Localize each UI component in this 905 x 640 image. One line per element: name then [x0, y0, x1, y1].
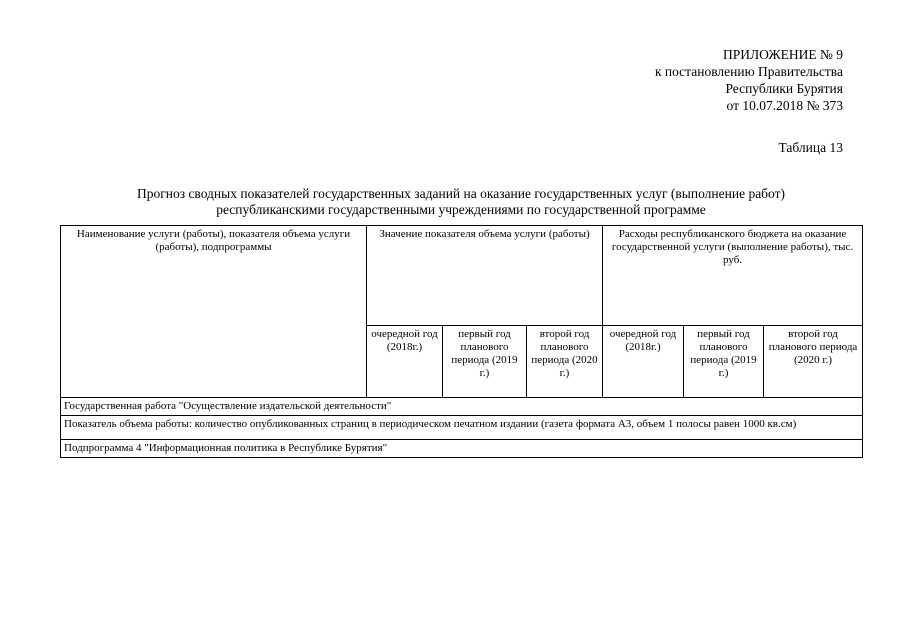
header-volume-group: Значение показателя объема услуги (работы) — [367, 226, 603, 326]
table-row — [61, 440, 863, 458]
appendix-line: к постановлению Правительства — [654, 64, 843, 79]
header-row — [61, 226, 863, 326]
forecast-table — [60, 225, 863, 458]
table-row — [61, 416, 863, 440]
header-name-column: Наименование услуги (работы), показателя объема услуги (работы), подпрограммы — [61, 226, 367, 398]
subheader-cell: очередной год (2018г.) — [367, 326, 443, 398]
subheader-cell: очередной год (2018г.) — [603, 326, 684, 398]
appendix-block — [655, 46, 843, 114]
row-cell: Подпрограмма 4 "Информационная политика в Республике Бурятия" — [61, 440, 863, 458]
table-number: Таблица 13 — [778, 140, 843, 155]
appendix-date: от 10.07.2018 № 373 — [726, 98, 843, 113]
appendix-title: ПРИЛОЖЕНИЕ № 9 — [722, 47, 843, 62]
title-line: республиканскими государственными учреждениями по государственной программе — [216, 202, 706, 217]
title-line: Прогноз сводных показателей государственных заданий на оказание государственных услуг (выполнение работ) — [136, 186, 786, 201]
subheader-cell: второй год планового периода (2020 г.) — [764, 326, 863, 398]
table-row — [61, 398, 863, 416]
subheader-cell: второй год планового периода (2020 г.) — [527, 326, 603, 398]
subheader-cell: первый год планового периода (2019 г.) — [443, 326, 527, 398]
row-cell: Показатель объема работы: количество опубликованных страниц в периодическом печатном издании (газета формата А3, объем 1 полосы равен 1000 кв.см) — [61, 416, 863, 440]
subheader-cell: первый год планового периода (2019 г.) — [684, 326, 764, 398]
row-cell: Государственная работа "Осуществление издательской деятельности" — [61, 398, 863, 416]
document-title — [60, 186, 862, 218]
header-expense-group: Расходы республиканского бюджета на оказание государственной услуги (выполнение работы), тыс. руб. — [603, 226, 863, 326]
appendix-line: Республики Бурятия — [725, 81, 843, 96]
